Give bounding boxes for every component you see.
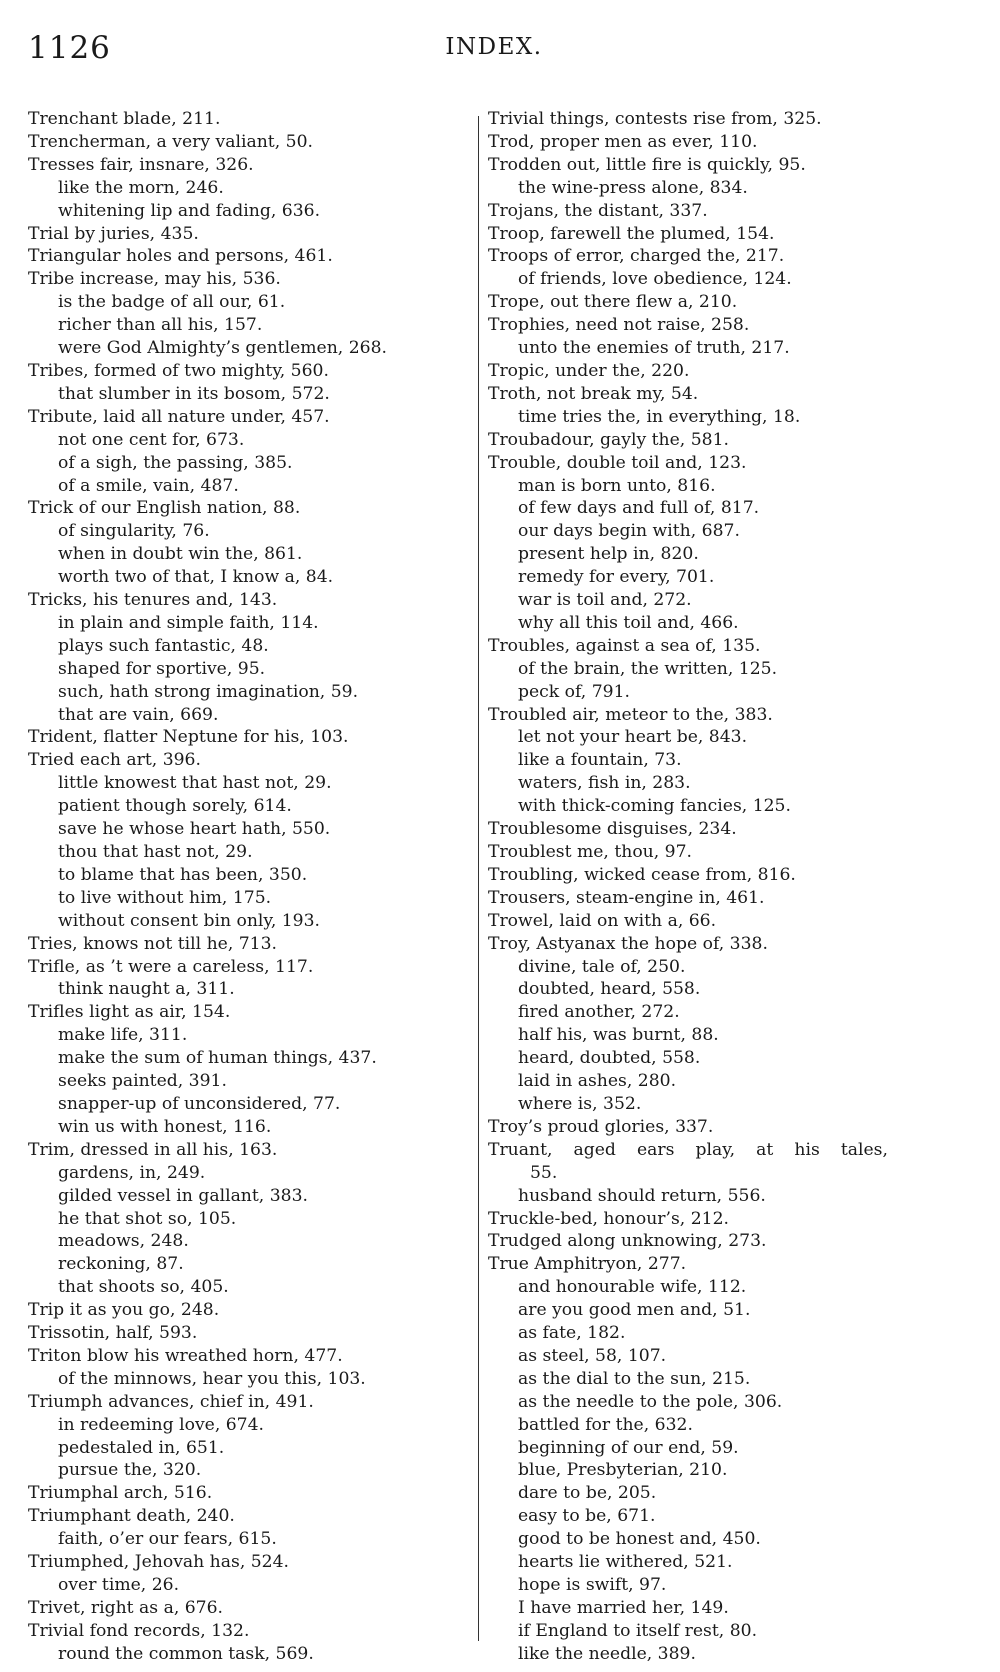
- index-entry: Trope, out there flew a, 210.: [488, 292, 738, 313]
- index-entry: Trident, flatter Neptune for his, 103.: [28, 727, 349, 748]
- index-subentry: where is, 352.: [518, 1093, 642, 1114]
- index-entry: Troublest me, thou, 97.: [488, 842, 693, 862]
- index-subentry: win us with honest, 116.: [58, 1116, 272, 1137]
- index-subentry: whitening lip and fading, 636.: [58, 200, 321, 221]
- index-entry: Trophies, need not raise, 258.: [488, 315, 750, 336]
- index-entry: Troth, not break my, 54.: [488, 383, 699, 404]
- index-subentry: as fate, 182.: [518, 1323, 626, 1344]
- index-subentry: make life, 311.: [58, 1025, 188, 1046]
- index-entry: Tribe increase, may his, 536.: [28, 269, 281, 290]
- index-subentry: I have married her, 149.: [518, 1597, 729, 1618]
- index-subentry: good to be honest and, 450.: [518, 1529, 761, 1550]
- index-subentry: as the needle to the pole, 306.: [518, 1391, 783, 1412]
- index-subentry: shaped for sportive, 95.: [58, 658, 266, 679]
- index-entry: Trifles light as air, 154.: [28, 1002, 231, 1023]
- index-subentry: and honourable wife, 112.: [518, 1277, 747, 1298]
- index-subentry: to blame that has been, 350.: [58, 864, 308, 885]
- index-subentry: as steel, 58, 107.: [518, 1345, 667, 1366]
- column-divider: [478, 116, 479, 1641]
- index-subentry: battled for the, 632.: [518, 1414, 693, 1435]
- index-subentry: that slumber in its bosom, 572.: [58, 383, 330, 404]
- index-entry: Tribes, formed of two mighty, 560.: [28, 360, 329, 381]
- index-subentry: pedestaled in, 651.: [58, 1437, 225, 1458]
- index-column-right: [488, 108, 943, 1666]
- index-subentry: over time, 26.: [58, 1575, 180, 1595]
- index-entry: Tribute, laid all nature under, 457.: [28, 406, 330, 427]
- index-subentry: of the brain, the written, 125.: [518, 658, 778, 679]
- index-subentry: of friends, love obedience, 124.: [518, 269, 792, 290]
- index-entry: Tropic, under the, 220.: [488, 360, 690, 381]
- index-entry: Trip it as you go, 248.: [28, 1300, 220, 1321]
- index-subentry: without consent bin only, 193.: [58, 910, 321, 931]
- index-entry: Trod, proper men as ever, 110.: [488, 131, 758, 152]
- index-entry: Trudged along unknowing, 273.: [488, 1231, 767, 1252]
- index-entry: Trial by juries, 435.: [28, 223, 199, 244]
- index-subentry: with thick-coming fancies, 125.: [518, 796, 791, 817]
- index-subentry: present help in, 820.: [518, 544, 699, 565]
- index-subentry: unto the enemies of truth, 217.: [518, 338, 790, 359]
- index-entry: Trouble, double toil and, 123.: [488, 452, 747, 473]
- index-subentry: of a smile, vain, 487.: [58, 475, 239, 496]
- index-entry: Troop, farewell the plumed, 154.: [488, 223, 775, 244]
- index-entry: Trick of our English nation, 88.: [28, 498, 301, 519]
- index-columns: [28, 108, 952, 1664]
- index-subentry: time tries the, in everything, 18.: [518, 406, 801, 427]
- index-subentry: why all this toil and, 466.: [518, 612, 739, 633]
- index-subentry: let not your heart be, 843.: [518, 727, 748, 748]
- index-entry: Trivet, right as a, 676.: [28, 1597, 224, 1618]
- index-entry: Tried each art, 396.: [28, 750, 201, 771]
- index-subentry: of the minnows, hear you this, 103.: [58, 1368, 366, 1389]
- index-entry: Troy, Astyanax the hope of, 338.: [488, 933, 768, 954]
- index-subentry: that shoots so, 405.: [58, 1277, 229, 1298]
- index-subentry: man is born unto, 816.: [518, 475, 716, 496]
- index-entry: Triumphal arch, 516.: [28, 1483, 213, 1504]
- index-subentry: husband should return, 556.: [518, 1185, 766, 1206]
- index-subentry: little knowest that hast not, 29.: [58, 773, 332, 794]
- index-entry: Troubles, against a sea of, 135.: [488, 635, 761, 656]
- index-entry: Triton blow his wreathed horn, 477.: [28, 1345, 343, 1366]
- index-subentry: remedy for every, 701.: [518, 567, 715, 588]
- index-column-left: [28, 108, 483, 1666]
- index-subentry: plays such fantastic, 48.: [58, 635, 269, 656]
- index-subentry: our days begin with, 687.: [518, 521, 740, 542]
- index-entry: Triumphant death, 240.: [28, 1506, 235, 1527]
- index-subentry: of singularity, 76.: [58, 521, 210, 542]
- index-entry: Trim, dressed in all his, 163.: [28, 1139, 278, 1160]
- index-subentry: fired another, 272.: [518, 1002, 680, 1023]
- index-subentry: he that shot so, 105.: [58, 1208, 237, 1229]
- index-entry: Trousers, steam-engine in, 461.: [488, 887, 765, 908]
- index-subentry: as the dial to the sun, 215.: [518, 1368, 751, 1389]
- index-entry: Triangular holes and persons, 461.: [28, 246, 333, 267]
- page-title: INDEX.: [445, 34, 543, 60]
- index-subentry: think naught a, 311.: [58, 979, 235, 1000]
- index-subentry: faith, o’er our fears, 615.: [58, 1529, 277, 1550]
- index-subentry: war is toil and, 272.: [518, 590, 692, 611]
- page-header: [28, 30, 960, 70]
- index-subentry: doubted, heard, 558.: [518, 979, 701, 1000]
- index-subentry: pursue the, 320.: [58, 1460, 202, 1481]
- index-entry: Troublesome disguises, 234.: [488, 819, 737, 840]
- index-subentry: that are vain, 669.: [58, 704, 219, 725]
- index-entry: Troubling, wicked cease from, 816.: [488, 864, 796, 885]
- index-entry: Trowel, laid on with a, 66.: [488, 910, 717, 931]
- index-subentry: hearts lie withered, 521.: [518, 1552, 733, 1573]
- index-subentry: peck of, 791.: [518, 681, 630, 702]
- index-subentry: are you good men and, 51.: [518, 1300, 751, 1321]
- index-subentry: if England to itself rest, 80.: [518, 1620, 758, 1641]
- index-entry: Tresses fair, insnare, 326.: [28, 154, 254, 175]
- index-subentry: to live without him, 175.: [58, 887, 272, 908]
- index-subentry: thou that hast not, 29.: [58, 842, 253, 862]
- index-entry: Troops of error, charged the, 217.: [488, 246, 785, 267]
- index-subentry: Truant, aged ears play, at his tales,: [488, 1139, 888, 1160]
- index-entry: Troubled air, meteor to the, 383.: [488, 704, 773, 725]
- index-entry: Troy’s proud glories, 337.: [488, 1116, 714, 1137]
- index-entry: Triumph advances, chief in, 491.: [28, 1391, 314, 1412]
- index-subentry: dare to be, 205.: [518, 1483, 657, 1504]
- index-subentry: in plain and simple faith, 114.: [58, 612, 319, 633]
- index-subentry: reckoning, 87.: [58, 1254, 184, 1275]
- index-subentry: gardens, in, 249.: [58, 1162, 206, 1183]
- index-subentry: is the badge of all our, 61.: [58, 292, 286, 313]
- index-entry: True Amphitryon, 277.: [488, 1254, 687, 1275]
- index-entry: Trodden out, little fire is quickly, 95.: [488, 154, 806, 175]
- index-subentry: heard, doubted, 558.: [518, 1048, 701, 1069]
- index-entry: Tricks, his tenures and, 143.: [28, 590, 278, 611]
- index-entry: Troubadour, gayly the, 581.: [488, 429, 729, 450]
- index-entry: Trencherman, a very valiant, 50.: [28, 131, 313, 152]
- index-subentry: gilded vessel in gallant, 383.: [58, 1185, 308, 1206]
- index-entry: Trivial things, contests rise from, 325.: [488, 109, 822, 129]
- index-subentry: seeks painted, 391.: [58, 1071, 227, 1092]
- index-entry: Truckle-bed, honour’s, 212.: [488, 1208, 729, 1229]
- index-subentry: easy to be, 671.: [518, 1506, 656, 1527]
- index-subentry: blue, Presbyterian, 210.: [518, 1460, 728, 1481]
- index-subentry: round the common task, 569.: [58, 1643, 314, 1664]
- index-subentry: half his, was burnt, 88.: [518, 1025, 719, 1046]
- index-entry: Trenchant blade, 211.: [28, 109, 221, 129]
- index-subentry: make the sum of human things, 437.: [58, 1048, 377, 1069]
- index-subentry: worth two of that, I know a, 84.: [58, 567, 334, 588]
- index-entry: Trifle, as ’t were a careless, 117.: [28, 956, 314, 977]
- index-subentry: like a fountain, 73.: [518, 750, 682, 771]
- index-subentry: like the needle, 389.: [518, 1643, 696, 1664]
- index-entry: Trissotin, half, 593.: [28, 1323, 198, 1344]
- index-entry: Triumphed, Jehovah has, 524.: [28, 1552, 290, 1573]
- index-subentry: the wine-press alone, 834.: [518, 177, 748, 198]
- index-subentry: waters, fish in, 283.: [518, 773, 691, 794]
- index-entry: Tries, knows not till he, 713.: [28, 933, 278, 954]
- index-entry: Trojans, the distant, 337.: [488, 200, 708, 221]
- index-subentry: richer than all his, 157.: [58, 315, 263, 336]
- index-subentry: hope is swift, 97.: [518, 1575, 667, 1595]
- index-subentry: save he whose heart hath, 550.: [58, 819, 331, 840]
- index-subentry: such, hath strong imagination, 59.: [58, 681, 359, 702]
- index-subentry: when in doubt win the, 861.: [58, 544, 303, 565]
- index-subentry: not one cent for, 673.: [58, 429, 245, 450]
- index-subentry: beginning of our end, 59.: [518, 1437, 739, 1458]
- index-subentry: of a sigh, the passing, 385.: [58, 452, 293, 473]
- page-number: 1126: [28, 30, 111, 66]
- index-subentry: patient though sorely, 614.: [58, 796, 292, 817]
- index-entry: Trivial fond records, 132.: [28, 1620, 250, 1641]
- index-subentry: of few days and full of, 817.: [518, 498, 760, 519]
- index-subentry: in redeeming love, 674.: [58, 1414, 265, 1435]
- index-subentry: 55.: [530, 1162, 558, 1183]
- index-subentry: were God Almighty’s gentlemen, 268.: [58, 338, 387, 359]
- index-subentry: snapper-up of unconsidered, 77.: [58, 1093, 341, 1114]
- index-subentry: like the morn, 246.: [58, 177, 224, 198]
- index-subentry: laid in ashes, 280.: [518, 1071, 677, 1092]
- index-subentry: divine, tale of, 250.: [518, 956, 686, 977]
- index-subentry: meadows, 248.: [58, 1231, 189, 1252]
